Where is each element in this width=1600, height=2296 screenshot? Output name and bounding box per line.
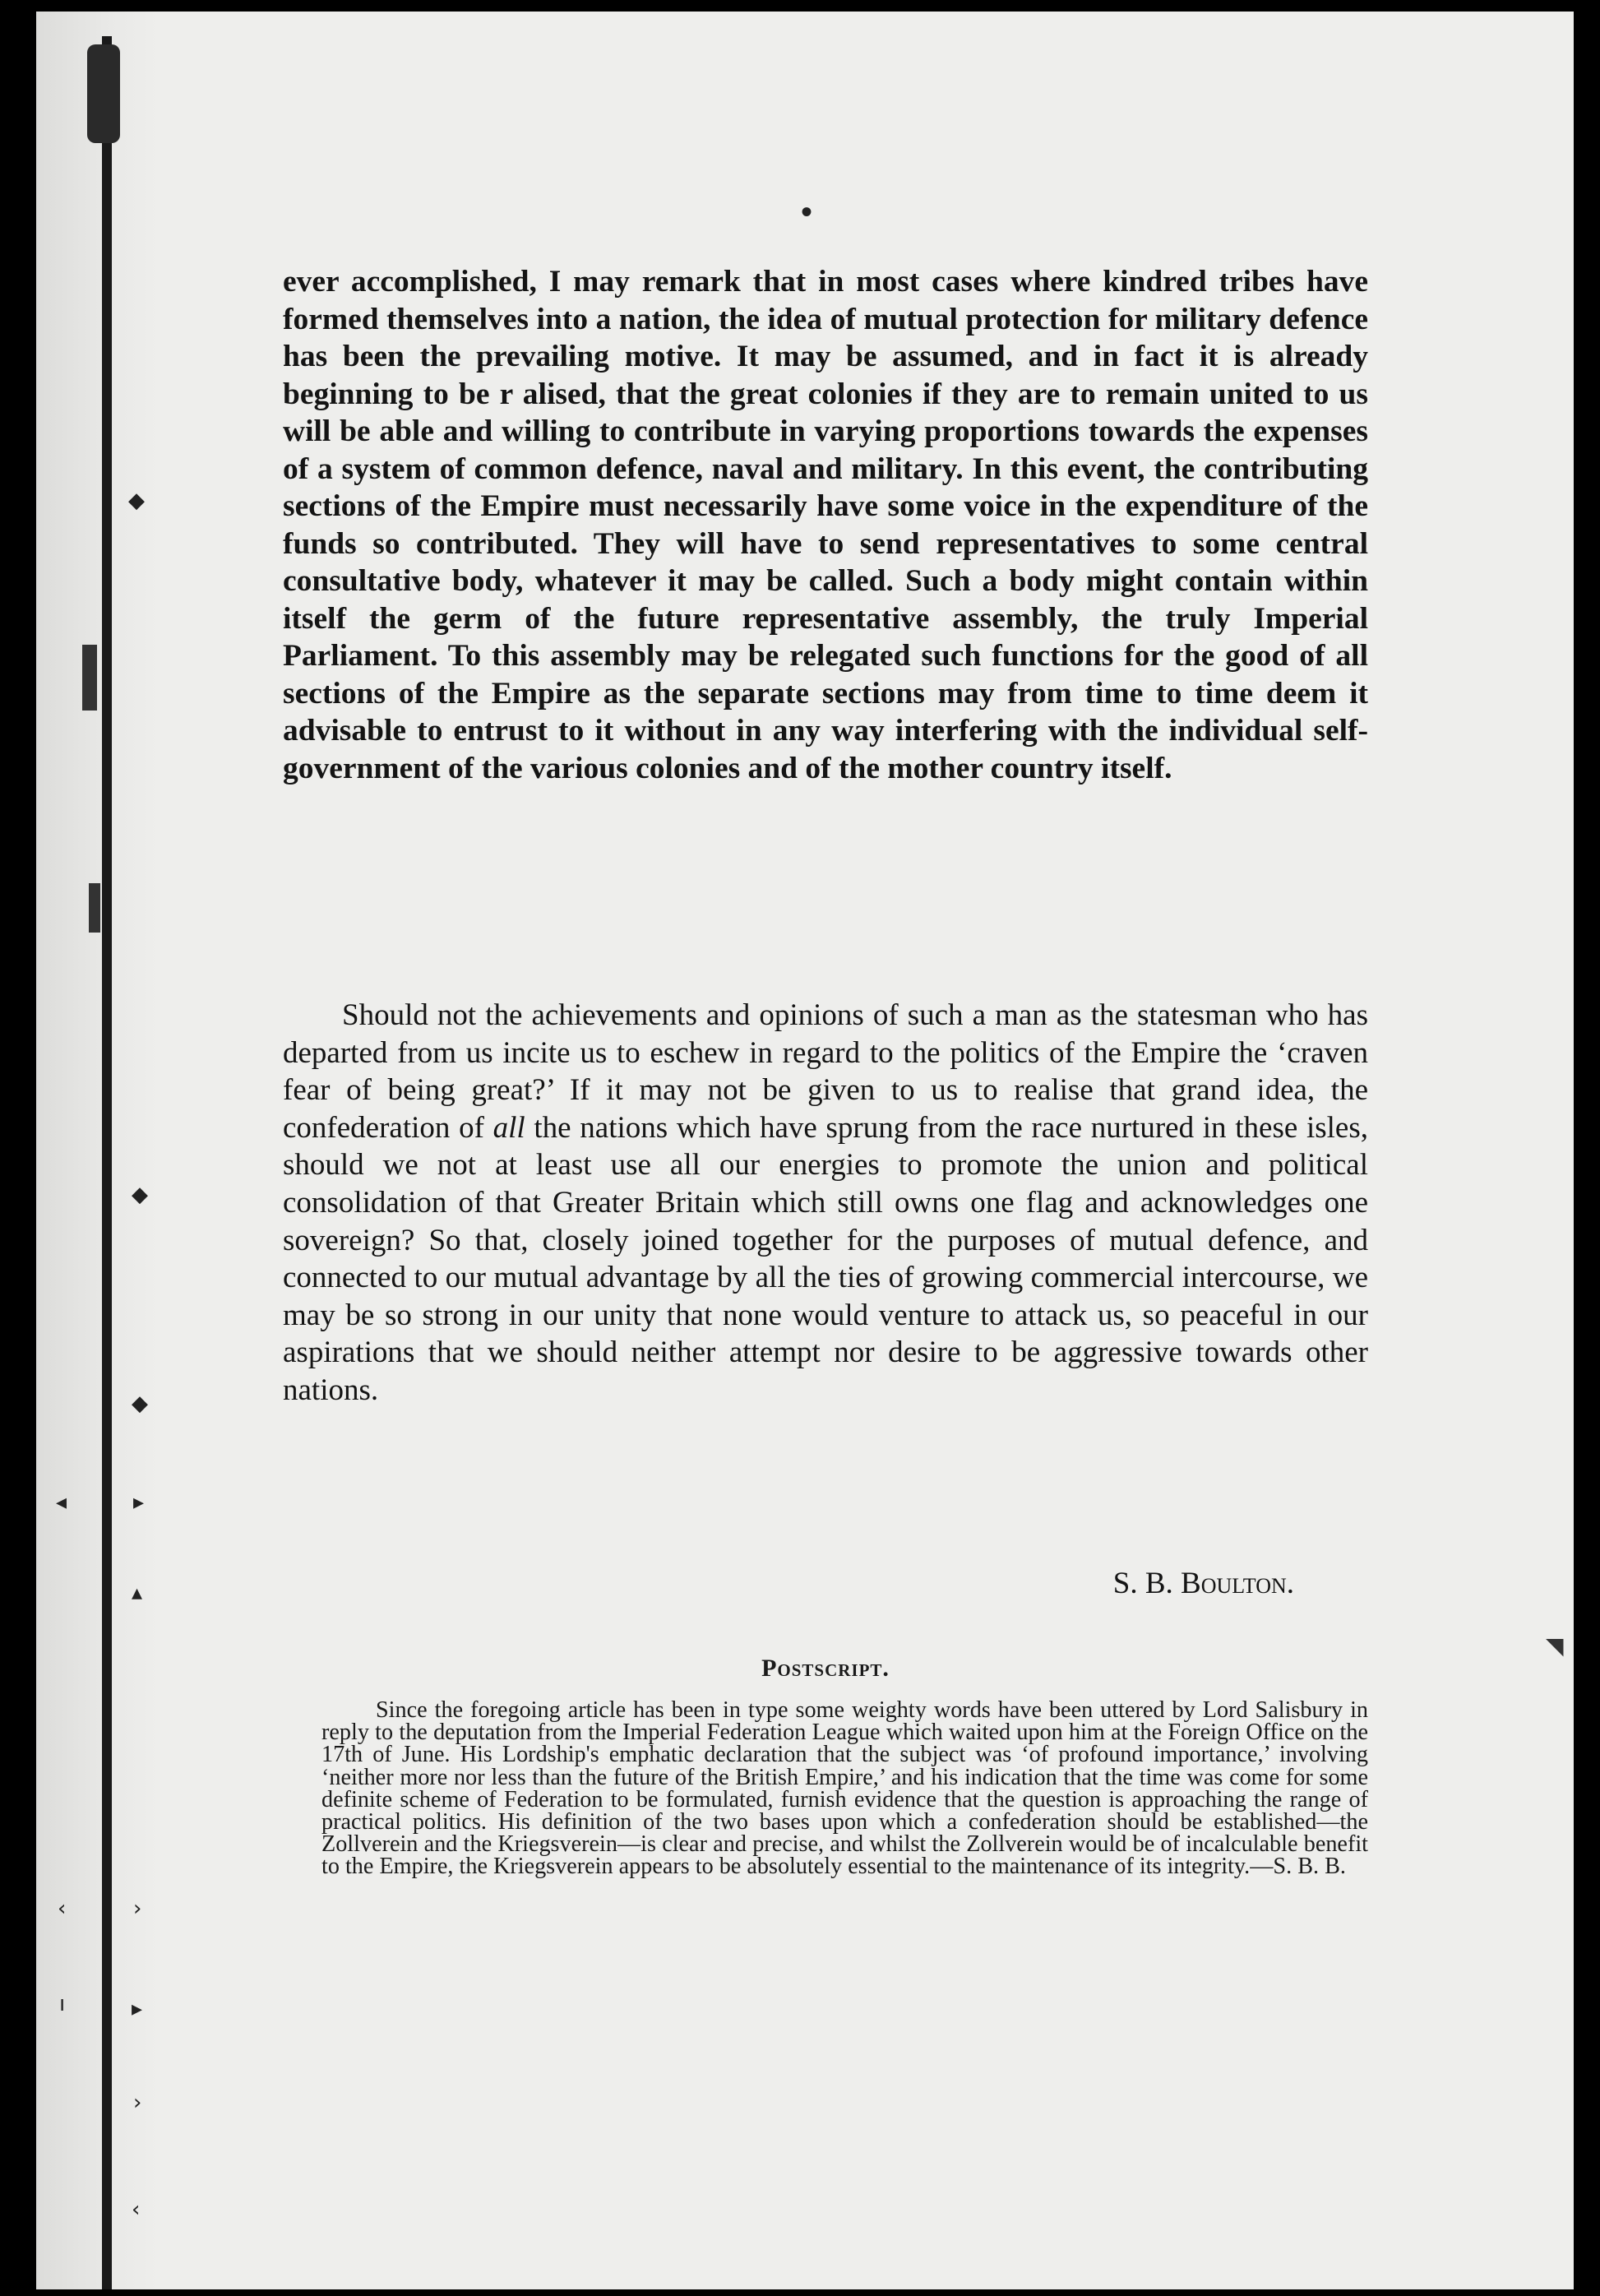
margin-binding-mark: ›: [133, 2090, 142, 2115]
author-signature: S. B. Boulton.: [1112, 1567, 1294, 1600]
paragraph-main-2: [283, 997, 1368, 1410]
postscript-heading: Postscript.: [761, 1655, 890, 1682]
margin-binding-mark: ▸: [132, 1997, 143, 2021]
margin-binding-mark: ▸: [133, 1490, 145, 1515]
margin-binding-mark: ▴: [132, 1581, 143, 1605]
binding-smudge: [87, 44, 120, 143]
binding-smudge: [82, 645, 97, 711]
margin-binding-mark: ‹: [58, 1896, 67, 1921]
margin-binding-mark: ı: [59, 1992, 66, 2016]
margin-binding-mark: ◂: [56, 1490, 67, 1515]
page-mark: •: [801, 193, 813, 230]
paragraph-2-text-before: Should not the achievements and opinions of such a man as the statesman who has departed from us incite us to eschew in regard to the politics of the Empire the ‘craven fear of being great?’ If it may not be given to us to realise that grand idea, the confederation of: [283, 998, 1368, 1145]
emphasis-all: all: [492, 1110, 525, 1145]
scan-edge-mark: ◥: [1546, 1632, 1564, 1660]
postscript-paragraph: Since the foregoing article has been in type some weighty words have been uttered by Lord Salisbury in reply to the deputation from the Imperial Federation League which waited upon him at the Foreign Office on the 17th of June. His Lordship's emphatic declaration that the subject was ‘of profound importance,’ involving ‘neither more nor less than the future of the British Empire,’ and his indication that the time was come for some definite scheme of Federation to be formulated, furnish evidence that the question is approaching the range of practical politics. His definition of the two bases upon which a confederation should be established—the Zollverein and the Kriegsverein—is clear and precise, and whilst the Zollverein would be of incalculable benefit to the Empire, the Kriegsverein appears to be absolutely essential to the maintenance of its integrity.—S. B. B.: [321, 1697, 1368, 1880]
margin-binding-mark: ›: [133, 1896, 142, 1921]
binding-spine-edge: [102, 36, 112, 2289]
binding-gutter-shadow: [36, 12, 160, 2289]
margin-binding-mark: ‹: [132, 2197, 141, 2222]
margin-binding-mark: ◆: [128, 488, 145, 513]
margin-binding-mark: ◆: [132, 1183, 148, 1207]
margin-binding-mark: ◆: [132, 1391, 148, 1416]
paper-sheet: [36, 12, 1574, 2289]
paragraph-main-1: ever accomplished, I may remark that in most cases where kindred tribes have formed themselves into a nation, the idea of mutual protection for military defence has been the prevailing motive. It may be assumed, and in fact it is already beginning to be r alised, that the great colonies if they are to remain united to us will be able and willing to contribute in varying proportions towards the expenses of a system of common defence, naval and military. In this event, the contributing sections of the Empire must necessarily have some voice in the expenditure of the funds so contributed. They will have to send representatives to some central consultative body, whatever it may be called. Such a body might contain within itself the germ of the future representative assembly, the truly Imperial Parliament. To this assembly may be relegated such functions for the good of all sections of the Empire as the separate sections may from time to time deem it advisable to entrust to it without in any way interfering with the individual self-government of the various colonies and of the mother country itself.: [283, 265, 1368, 785]
binding-smudge: [89, 883, 100, 933]
paragraph-2-text-after: the nations which have sprung from the race nurtured in these isles, should we not at least use all our energies to promote the union and political consolidation of that Greater Britain which still owns one flag and acknowledges one sovereign? So that, closely joined together for the purposes of mutual defence, and connected to our mutual advantage by all the ties of growing commercial intercourse, we may be so strong in our unity that none would venture to attack us, so peaceful in our aspirations that we should neither attempt nor desire to be aggressive towards other nations.: [283, 1110, 1368, 1407]
